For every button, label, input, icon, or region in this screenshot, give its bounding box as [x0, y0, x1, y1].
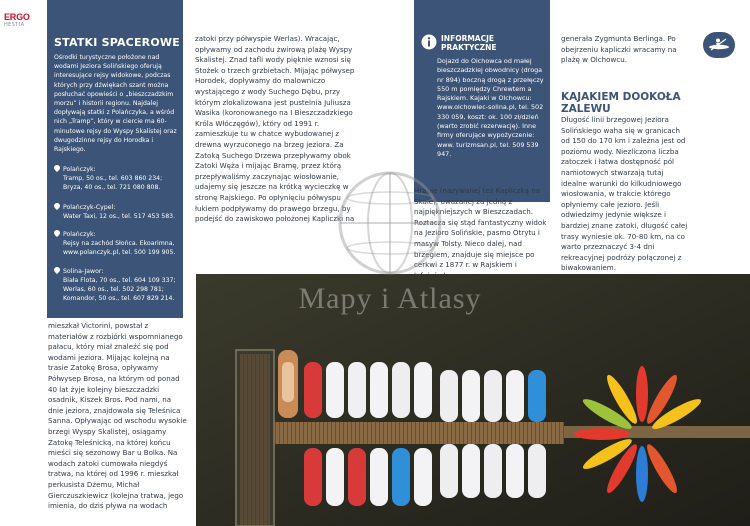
location-line: Biała Flota, 70 os., tel. 604 109 337; — [63, 277, 176, 285]
kayak-section-text: Długość linii brzegowej Jeziora Solińskiego waha się w granicach od 150 do 170 km i zależna jest od poziomu wody. Niezliczona liczba zatoczek i łatwa dostępność pól namiotowych stwarzają tutaj idealne warunki do kilkudniowego wiosłowania, w trakcie którego opłyniemy całe jezioro. Jeśli odwiedzimy jedynie większe i bardziej znane zatoki, długość całej trasy wyniesie ok. 70-80 km, na co warto przeznaczyć 3-4 dni rekreacyjnej podróży połączonej z biwakowaniem. — [561, 115, 688, 273]
location-block — [54, 165, 182, 192]
watermark-text: Mapy i Atlasy — [298, 282, 482, 315]
watermark — [260, 168, 520, 316]
location-line: Tramp, 50 os., tel. 603 860 234; — [63, 175, 163, 183]
boat-trips-panel — [47, 0, 183, 318]
location-line: Rejsy na zachód Słońca. Ekoarimna, — [63, 240, 175, 248]
kayak-icon — [703, 32, 735, 58]
practical-info-title-line: PRAKTYCZNE — [441, 43, 497, 52]
map-pin-icon — [54, 230, 60, 236]
location-block — [54, 267, 182, 303]
article-column-4: generała Zygmunta Berlinga. Po obejrzeniu kapliczki wracamy na plażę w Olchowcu. — [561, 34, 677, 65]
practical-info-title-line: INFORMACJE — [441, 34, 495, 43]
article-column-1: mieszkał Victorini, powstał z materiałów z rozbiórki wspomnianego pałacu, który miał znaleźć się pod wodami jeziora. Mijając kolejną na trasie Zatokę Brosa, opływamy Półwysep Brosa, na którym od ponad 40 lat żyje kolejny bieszczadzki osadnik, Kiszek Bros. Pod nami, na dnie jeziora, znajdowała się Teleśnica Sanna. Opływając od wschodu wysokie brzegi Wyspy Skalistej, osiągamy Zatokę Teleśnicką, na której końcu mieści się sezonowy Bar u Bolka. Na wodach zatoki cumowała niegdyś tratwa, na której od 1996 r. mieszkał perkusista Dżemu, Michał Gierczuszkiewicz (kolejna tratwa, jego imienia, do dziś pływa na wodach — [48, 321, 187, 511]
location-block — [54, 230, 182, 257]
boat-trips-intro: Ośrodki turystyczne położone nad wodami Jeziora Solińskiego oferują interesujące rejsy widokowe, podczas których przy dźwiękach szant można posłuchać opowieści o „bieszczadzkim morzu” i historii regionu. Najdalej dopływają statki z Polańczyka, a wśród nich „Tramp”, który w ciercie ma 60-minutowe rejsy do Wyspy Skalistej oraz dwugodzinne rejsy do Horodka i Rajskiego. — [54, 54, 177, 154]
kayak-heading-line: ZALEWU — [561, 103, 611, 115]
location-name: Solina-Jawor: — [63, 268, 104, 275]
location-line: Werlas, 60 os., tel. 502 298 781; — [63, 286, 164, 294]
brand-logo-sub: HESTIA — [4, 22, 25, 28]
map-pin-icon — [54, 267, 60, 273]
location-name: Polańczyk: — [63, 166, 96, 173]
kayak-section-heading — [561, 91, 691, 115]
brand-logo: ERGO — [4, 12, 30, 22]
location-name: Polańczyk-Cypel: — [63, 204, 116, 211]
location-line: Bryza, 40 os., tel. 721 080 808. — [63, 184, 161, 192]
location-line: Water Taxi, 12 os., tel. 517 453 583. — [63, 213, 176, 221]
kayak-heading-line: KAJAKIEM DOOKOŁA — [561, 91, 681, 103]
location-block — [54, 203, 182, 221]
practical-info-title — [441, 34, 497, 52]
article-column-2: zatoki przy półwyspie Werlas). Wracając, opływamy od zachodu żwirową plażę Wyspy Skalistej. Znad tafli wody pięknie wznosi się Stożek o trzech grzbietach. Mijając półwysep Horodek, dopływamy do malowniczo wystającego z wody Suchego Dębu, przy którym zlokalizowana jest pustelnia Juliusza Wasika (koronowanego na I Bieszczadzkiego Króla Włóczęgów), który od 1991 r. zamieszkuje tu w chatce wybudowanej z drewna wyrzuconego na brzeg jeziora. Za Zatoką Suchego Drzewa przepływamy obok Zatoki Węża i mijając Bramę, przez którą przepływaliśmy zaczynając wiosłowanie, udajemy się jeszcze na krótką wycieczkę w stronę Rajskiego. Po opłynięciu półwyspu łukiem podpływamy do prawego brzegu, by podejść do zawiskowo położonej Kapliczki na — [195, 34, 355, 224]
location-name: Polańczyk: — [63, 231, 96, 238]
location-line: Komandor, 50 os., tel. 607 829 214. — [63, 295, 175, 303]
info-icon — [421, 34, 437, 50]
map-pin-icon — [54, 165, 60, 171]
location-line: www.polanczyk.pl, tel. 500 199 905. — [63, 249, 176, 257]
boat-trips-title: STATKI SPACEROWE — [54, 36, 180, 49]
map-pin-icon — [54, 203, 60, 209]
practical-info-body: Dojazd do Olchowca od małej bieszczadzkiej obwodnicy (droga nr 894) boczną drogą z przełęczy 550 m pomiędzy Chrewtem a Rajskiem. Kajaki w Olchowcu: www.olchowiec-solina.pl, tel. 502 330 059, koszt: ok. 100 zł/dzień (warto zrobić rezerwację). Inne firmy oferujące wypożyczenie: www. turizmsan.pl, tel. 509 539 947. — [437, 57, 544, 158]
article-column-3: Hrabie (nazywanej też Kapliczką na Skale), uważanej za jedną z najpiękniejszych w Bieszczadach. się stąd fantastyczny widok na Jezioro Solińskie, pasmo Otrytu i masyw Tolsty. Nieco dalej, nad brzegiem, znajduje się miejsce po cerkwi z 1877 r. w Rajskiem i — [414, 186, 547, 270]
globe-watermark-icon — [330, 168, 450, 278]
